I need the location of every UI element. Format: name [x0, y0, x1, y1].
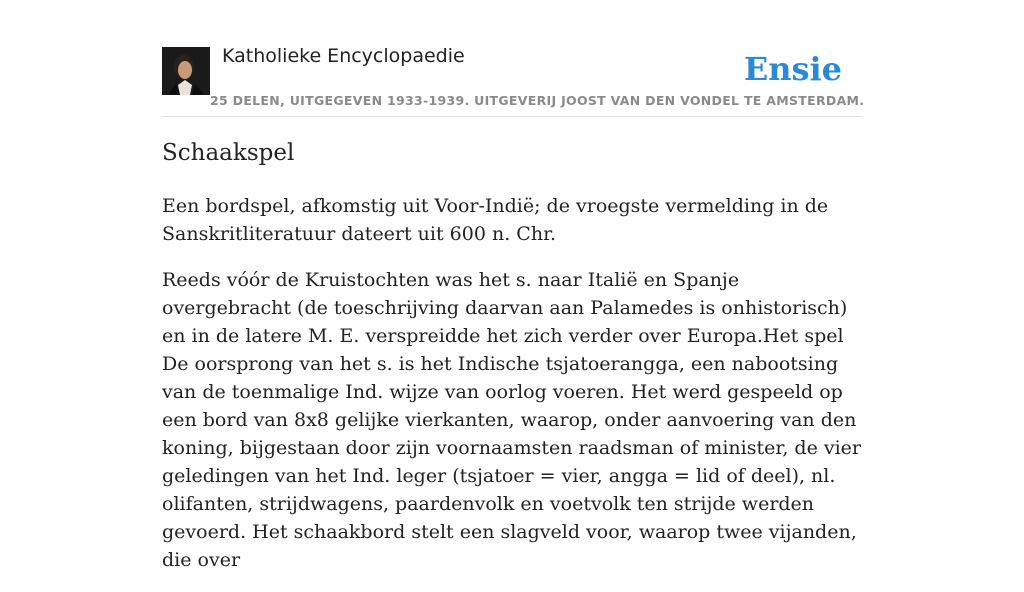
source-subtitle: 25 DELEN, UITGEGEVEN 1933-1939. UITGEVERIJ JOOST VAN DEN VONDEL TE AMSTERDAM.: [210, 93, 865, 108]
article-body: [162, 192, 862, 592]
source-avatar[interactable]: [162, 47, 210, 95]
article-paragraph: Een bordspel, afkomstig uit Voor-Indië; de vroegste vermelding in de Sanskritliteratuur dateert uit 600 n. Chr.: [162, 195, 829, 245]
page: [162, 0, 865, 571]
source-title[interactable]: Katholieke Encyclopaedie: [222, 45, 465, 67]
article-title: Schaakspel: [162, 140, 295, 166]
source-header: [162, 0, 865, 117]
article-paragraph: Reeds vóór de Kruistochten was het s. naar Italië en Spanje overgebracht (de toeschrijving daarvan aan Palamedes is onhistorisch) en in de latere M. E. verspreidde het zich verder over Europa.Het spel De oorsprong van het s. is het Indische tsjatoerangga, een nabootsing van de toenmalige Ind. wijze van oorlog voeren. Het werd gespeeld op een bord van 8x8 gelijke vierkanten, waarop, onder aanvoering van den koning, bijgestaan door zijn voornaamsten raadsman of minister, de vier geledingen van het Ind. leger (tsjatoer = vier, angga = lid of deel), nl. olifanten, strijdwagens, paardenvolk en voetvolk ten strijde werden gevoerd. Het schaakbord stelt een slagveld voor, waarop twee vijanden, die over: [162, 269, 862, 571]
portrait-avatar-icon: [162, 47, 210, 95]
brand-logo[interactable]: Ensie: [743, 50, 842, 88]
